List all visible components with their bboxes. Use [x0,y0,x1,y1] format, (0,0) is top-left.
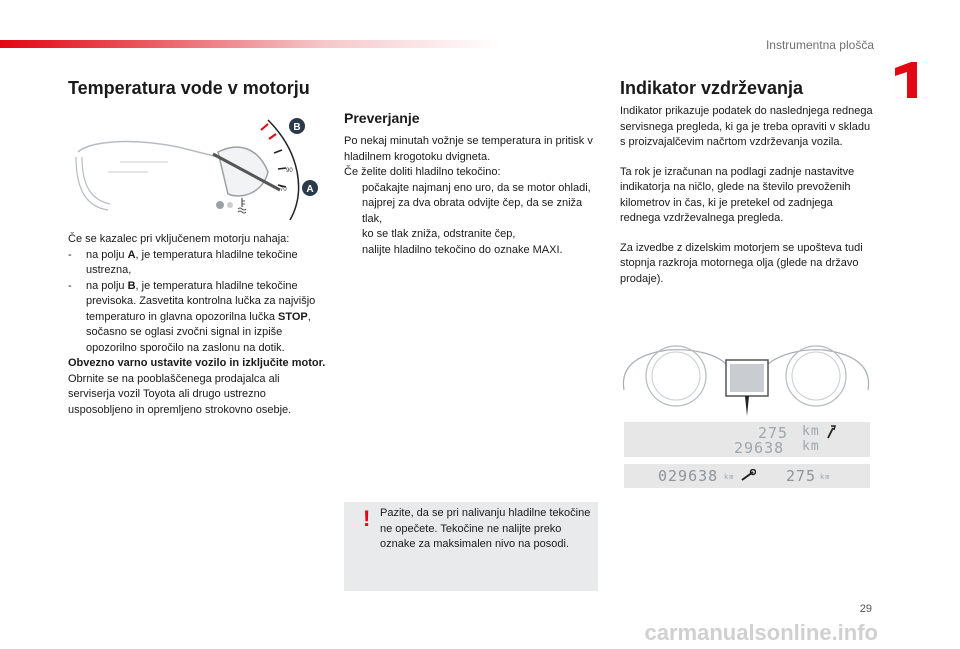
page-number: 29 [859,603,872,615]
gauge-label-a: A [306,184,314,195]
right-paragraph-2: Ta rok je izračunan na podlagi zadnje nastavitve indikatorja na ničlo, glede na število prevoženih kilometrov in čas, ki je pretekel od zadnjega rednega vzdrževalnega pregleda. [620,165,855,224]
gauge-tick-90: 90 [286,168,293,174]
middle-list-item: počakajte najmanj eno uro, da se motor ohladi, [362,181,591,194]
chapter-number [893,60,923,100]
bar-unit-1: km [724,473,735,481]
middle-list [344,181,596,259]
coolant-temperature-icon [238,198,246,213]
left-title: Temperatura vode v motorju [68,78,310,98]
header-accent-bar [0,40,500,48]
right-paragraph-3: Za izvedbe z dizelskim motorjem se upošteva tudi stopnja razkroja motornega olja (glede na državo prodaje). [620,241,863,285]
section-title: Instrumentna plošča [765,38,874,52]
wrench-icon [826,425,836,439]
bar-odometer: 029638 [658,467,719,485]
warning-box [344,502,598,591]
gauge-label-b: B [293,122,301,133]
indicator-dot-icon [216,201,224,209]
left-body [68,232,326,418]
middle-list-item: nalijte hladilno tekočino do oznake MAXI. [362,243,563,256]
right-title: Indikator vzdrževanja [620,78,804,98]
left-list-item-a: - na polju A, je temperatura hladilne tekočine ustrezna, [68,248,326,279]
right-paragraph-1: Indikator prikazuje podatek do naslednjega rednega servisnega pregleda, ki ga je treba opraviti v skladu s proizvajalčevim načrtom vzdrževanja vozila. [620,105,873,148]
temperature-gauge-figure [68,112,320,222]
right-body [620,104,874,287]
left-list [68,248,326,357]
left-closing: Obrnite se na pooblaščenega prodajalca ali serviserja vozil Toyota ali drugo ustrezno usposobljeno in opremljeno strokovno osebje. [68,372,292,416]
middle-title: Preverjanje [344,110,420,126]
middle-list-item: ko se tlak zniža, odstranite čep, [362,228,516,240]
service-display-bar [624,464,870,488]
wrench-icon [740,469,756,482]
middle-list-item: najprej za dva obrata odvijte čep, da se zniža tlak, [362,197,583,225]
watermark: carmanualsonline.info [644,620,878,645]
lcd-unit-2: km [802,439,820,454]
bar-service-distance: 275 [786,467,817,485]
lcd-unit-1: km [802,424,820,439]
gauge-tick-70: 70 [280,187,287,193]
bar-unit-2: km [820,473,831,481]
left-list-item-b: - na polju B, je temperatura hladilne tekočine previsoka. Zasvetita kontrolna lučka za najvišjo temperaturo in glavna opozorilna lučka STOP, sočasno se oglasi zvočni signal in izpiše opozorilno sporočilo na zaslonu na dotik. [68,279,326,357]
service-display-lcd [624,422,870,457]
left-warning-bold: Obvezno varno ustavite vozilo in izključite motor. [68,357,326,369]
lcd-odometer: 29638 [734,439,785,457]
chapter-number-text: 1 [912,90,913,91]
warning-text: Pazite, da se pri nalivanju hladilne tekočine ne opečete. Tekočine ne nalijte preko oznake za maksimalen nivo na posodi. [380,507,591,550]
middle-intro-1: Po nekaj minutah vožnje se temperatura in pritisk v hladilnem krogotoku dvigneta. [344,135,593,163]
middle-intro-2: Če želite doliti hladilno tekočino: [344,166,501,178]
lcd-service-distance: 275 [758,424,789,442]
warning-exclamation-icon: ! [363,506,371,531]
instrument-cluster-figure [618,336,874,420]
left-intro: Če se kazalec pri vključenem motorju nahaja: [68,233,290,245]
middle-body [344,134,596,258]
